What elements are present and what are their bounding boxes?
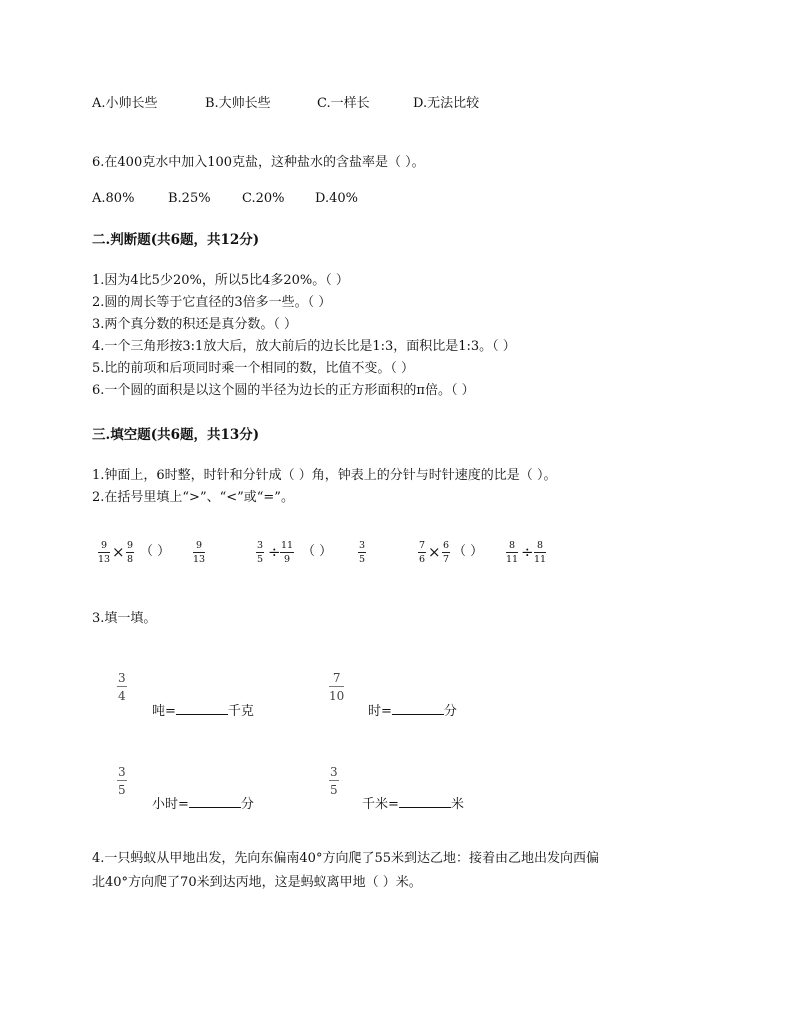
fill-q1: 1.钟面上，6时整，时针和分针成（ ）角，钟表上的分针与时针速度的比是（ ）。 bbox=[92, 468, 557, 483]
fill3-right-unit: 分 bbox=[240, 797, 254, 812]
q5-option-a: A.小帅长些 bbox=[92, 96, 158, 111]
compare1-fraction-c: 9 13 bbox=[193, 540, 206, 565]
compare3-operator: × bbox=[428, 543, 441, 561]
fill3-fraction: 3 5 bbox=[118, 765, 126, 797]
compare1-operator: × bbox=[112, 543, 125, 561]
compare3-blank: （ ） bbox=[453, 544, 484, 559]
fill4-fraction: 3 5 bbox=[330, 765, 338, 797]
q5-option-b: B.大帅长些 bbox=[205, 96, 271, 111]
fill2-answer-blank bbox=[392, 701, 444, 715]
q6-option-b: B.25% bbox=[168, 191, 211, 206]
fill-q2: 2.在括号里填上“>”、“<”或“=”。 bbox=[92, 490, 294, 505]
q6-question: 6.在400克水中加入100克盐，这种盐水的含盐率是（ ）。 bbox=[92, 155, 425, 170]
fill4-row bbox=[362, 794, 464, 813]
q5-option-d: D.无法比较 bbox=[413, 96, 480, 111]
section2-title: 二.判断题(共6题，共12分) bbox=[92, 232, 260, 248]
fill1-fraction: 3 4 bbox=[118, 671, 126, 703]
compare3-fraction-a: 7 6 bbox=[419, 540, 426, 565]
q6-option-a: A.80% bbox=[92, 191, 135, 206]
compare2-fraction-a: 3 5 bbox=[257, 540, 264, 565]
compare3-operator-2: ÷ bbox=[521, 543, 534, 561]
fill4-left-unit: 千米= bbox=[362, 797, 399, 812]
fill2-fraction: 7 10 bbox=[329, 671, 345, 703]
fill2-left-unit: 时= bbox=[368, 704, 392, 719]
fill3-answer-blank bbox=[189, 794, 241, 808]
compare2-fraction-c: 3 5 bbox=[359, 540, 366, 565]
fill1-answer-blank bbox=[176, 701, 228, 715]
compare3-fraction-d: 8 11 bbox=[534, 540, 547, 565]
compare1-blank: （ ） bbox=[140, 544, 171, 559]
fill2-row bbox=[368, 701, 457, 720]
fill3-row bbox=[152, 794, 254, 813]
compare2-blank: （ ） bbox=[302, 544, 333, 559]
compare1-fraction-a: 9 13 bbox=[98, 540, 111, 565]
fill-q4-line1: 4.一只蚂蚁从甲地出发，先向东偏南40°方向爬了55米到达乙地：接着由乙地出发向西偏 bbox=[92, 851, 599, 866]
compare3-fraction-c: 8 11 bbox=[506, 540, 519, 565]
fill1-left-unit: 吨= bbox=[152, 704, 176, 719]
fill1-row bbox=[152, 701, 254, 720]
fill-q4-line2: 北40°方向爬了70米到达丙地，这是蚂蚁离甲地（ ）米。 bbox=[92, 875, 422, 890]
compare1-fraction-b: 9 8 bbox=[127, 540, 134, 565]
section3-title: 三.填空题(共6题，共13分) bbox=[92, 427, 260, 443]
judge-item-1: 1.因为4比5少20%，所以5比4多20%。（ ） bbox=[92, 273, 349, 288]
q6-option-d: D.40% bbox=[315, 191, 358, 206]
q5-option-c: C.一样长 bbox=[317, 96, 370, 111]
judge-item-4: 4.一个三角形按3:1放大后，放大前后的边长比是1:3，面积比是1:3。（ ） bbox=[92, 339, 516, 354]
judge-item-3: 3.两个真分数的积还是真分数。（ ） bbox=[92, 317, 298, 332]
q6-option-c: C.20% bbox=[242, 191, 285, 206]
judge-item-6: 6.一个圆的面积是以这个圆的半径为边长的正方形面积的π倍。（ ） bbox=[92, 383, 475, 398]
compare2-operator: ÷ bbox=[268, 543, 281, 561]
compare3-fraction-b: 6 7 bbox=[443, 540, 450, 565]
compare2-fraction-b: 11 9 bbox=[281, 540, 294, 565]
fill-q3: 3.填一填。 bbox=[92, 611, 157, 626]
judge-item-5: 5.比的前项和后项同时乘一个相同的数，比值不变。（ ） bbox=[92, 361, 415, 376]
fill2-right-unit: 分 bbox=[443, 704, 457, 719]
fill4-answer-blank bbox=[399, 794, 451, 808]
fill3-left-unit: 小时= bbox=[152, 797, 189, 812]
judge-item-2: 2.圆的周长等于它直径的3倍多一些。（ ） bbox=[92, 295, 332, 310]
fill4-right-unit: 米 bbox=[450, 797, 464, 812]
fill1-right-unit: 千克 bbox=[227, 704, 254, 719]
